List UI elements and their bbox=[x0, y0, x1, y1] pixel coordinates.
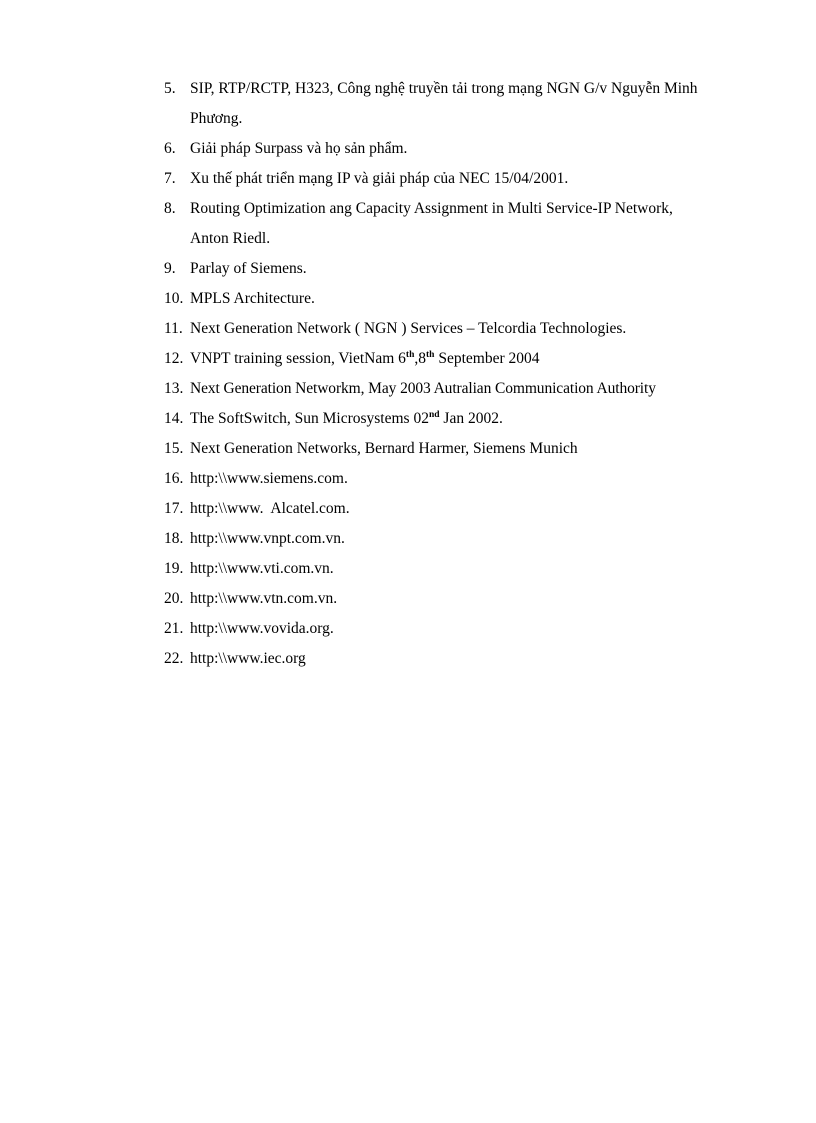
reference-text bbox=[190, 404, 738, 434]
reference-number: 19. bbox=[164, 560, 184, 577]
reference-link: http:\\www.vnpt.com.vn. bbox=[190, 530, 345, 547]
reference-item-21 bbox=[164, 614, 764, 644]
reference-text-part: September 2004 bbox=[434, 350, 540, 367]
reference-number: 15. bbox=[164, 440, 184, 457]
reference-item-15 bbox=[164, 434, 764, 464]
reference-number: 20. bbox=[164, 590, 184, 607]
reference-number: 21. bbox=[164, 620, 184, 637]
reference-item-13 bbox=[164, 374, 764, 404]
reference-number: 22. bbox=[164, 650, 184, 667]
reference-link: http:\\www.iec.org bbox=[190, 650, 306, 667]
reference-text: Parlay of Siemens. bbox=[190, 260, 307, 277]
reference-item-10 bbox=[164, 284, 764, 314]
ordinal-suffix: nd bbox=[428, 409, 440, 420]
reference-number: 9. bbox=[164, 260, 176, 277]
reference-text-part: VNPT training session, VietNam 6 bbox=[190, 350, 406, 367]
reference-link: http:\\www.vti.com.vn. bbox=[190, 560, 334, 577]
reference-number: 13. bbox=[164, 380, 184, 397]
reference-text: SIP, RTP/RCTP, H323, Công nghệ truyền tải trong mạng NGN G/v Nguyễn Minh Phương. bbox=[190, 80, 698, 127]
reference-text: Next Generation Networkm, May 2003 Autralian Communication Authority bbox=[190, 380, 656, 397]
reference-item-19 bbox=[164, 554, 764, 584]
reference-item-22 bbox=[164, 644, 764, 674]
reference-text: Xu thế phát triển mạng IP và giải pháp của NEC 15/04/2001. bbox=[190, 170, 569, 187]
reference-item-6 bbox=[164, 134, 764, 164]
reference-item-11 bbox=[164, 314, 764, 344]
reference-text-part: The SoftSwitch, Sun Microsystems 02 bbox=[190, 410, 429, 427]
reference-text-part: Jan 2002. bbox=[439, 410, 503, 427]
reference-text: Next Generation Network ( NGN ) Services – Telcordia Technologies. bbox=[190, 320, 627, 337]
reference-text: Giải pháp Surpass và họ sản phẩm. bbox=[190, 140, 408, 157]
reference-item-9 bbox=[164, 254, 764, 284]
reference-text-part: ,8 bbox=[414, 350, 426, 367]
reference-item-18 bbox=[164, 524, 764, 554]
reference-number: 10. bbox=[164, 290, 184, 307]
reference-number: 11. bbox=[164, 320, 183, 337]
reference-number: 5. bbox=[164, 80, 176, 97]
reference-item-16 bbox=[164, 464, 764, 494]
reference-link: http:\\www.vovida.org. bbox=[190, 620, 334, 637]
reference-item-5 bbox=[164, 74, 764, 134]
reference-item-7 bbox=[164, 164, 764, 194]
ordinal-suffix: th bbox=[405, 349, 415, 360]
reference-text bbox=[190, 344, 738, 374]
reference-item-17 bbox=[164, 494, 764, 524]
reference-list bbox=[164, 74, 764, 674]
reference-item-12 bbox=[164, 344, 764, 374]
reference-text: Routing Optimization ang Capacity Assignment in Multi Service-IP Network, Anton Riedl. bbox=[190, 200, 673, 247]
reference-number: 17. bbox=[164, 500, 184, 517]
reference-text: Next Generation Networks, Bernard Harmer, Siemens Munich bbox=[190, 440, 578, 457]
reference-link: http:\\www.vtn.com.vn. bbox=[190, 590, 338, 607]
reference-number: 18. bbox=[164, 530, 184, 547]
reference-number: 16. bbox=[164, 470, 184, 487]
reference-item-20 bbox=[164, 584, 764, 614]
reference-item-14 bbox=[164, 404, 764, 434]
reference-link: http:\\www.siemens.com. bbox=[190, 470, 348, 487]
reference-number: 12. bbox=[164, 350, 184, 367]
reference-link: http:\\www. Alcatel.com. bbox=[190, 500, 350, 517]
reference-item-8 bbox=[164, 194, 764, 254]
reference-text: MPLS Architecture. bbox=[190, 290, 315, 307]
reference-number: 6. bbox=[164, 140, 176, 157]
reference-number: 8. bbox=[164, 200, 176, 217]
reference-number: 7. bbox=[164, 170, 176, 187]
reference-number: 14. bbox=[164, 410, 184, 427]
ordinal-suffix: th bbox=[426, 349, 435, 360]
